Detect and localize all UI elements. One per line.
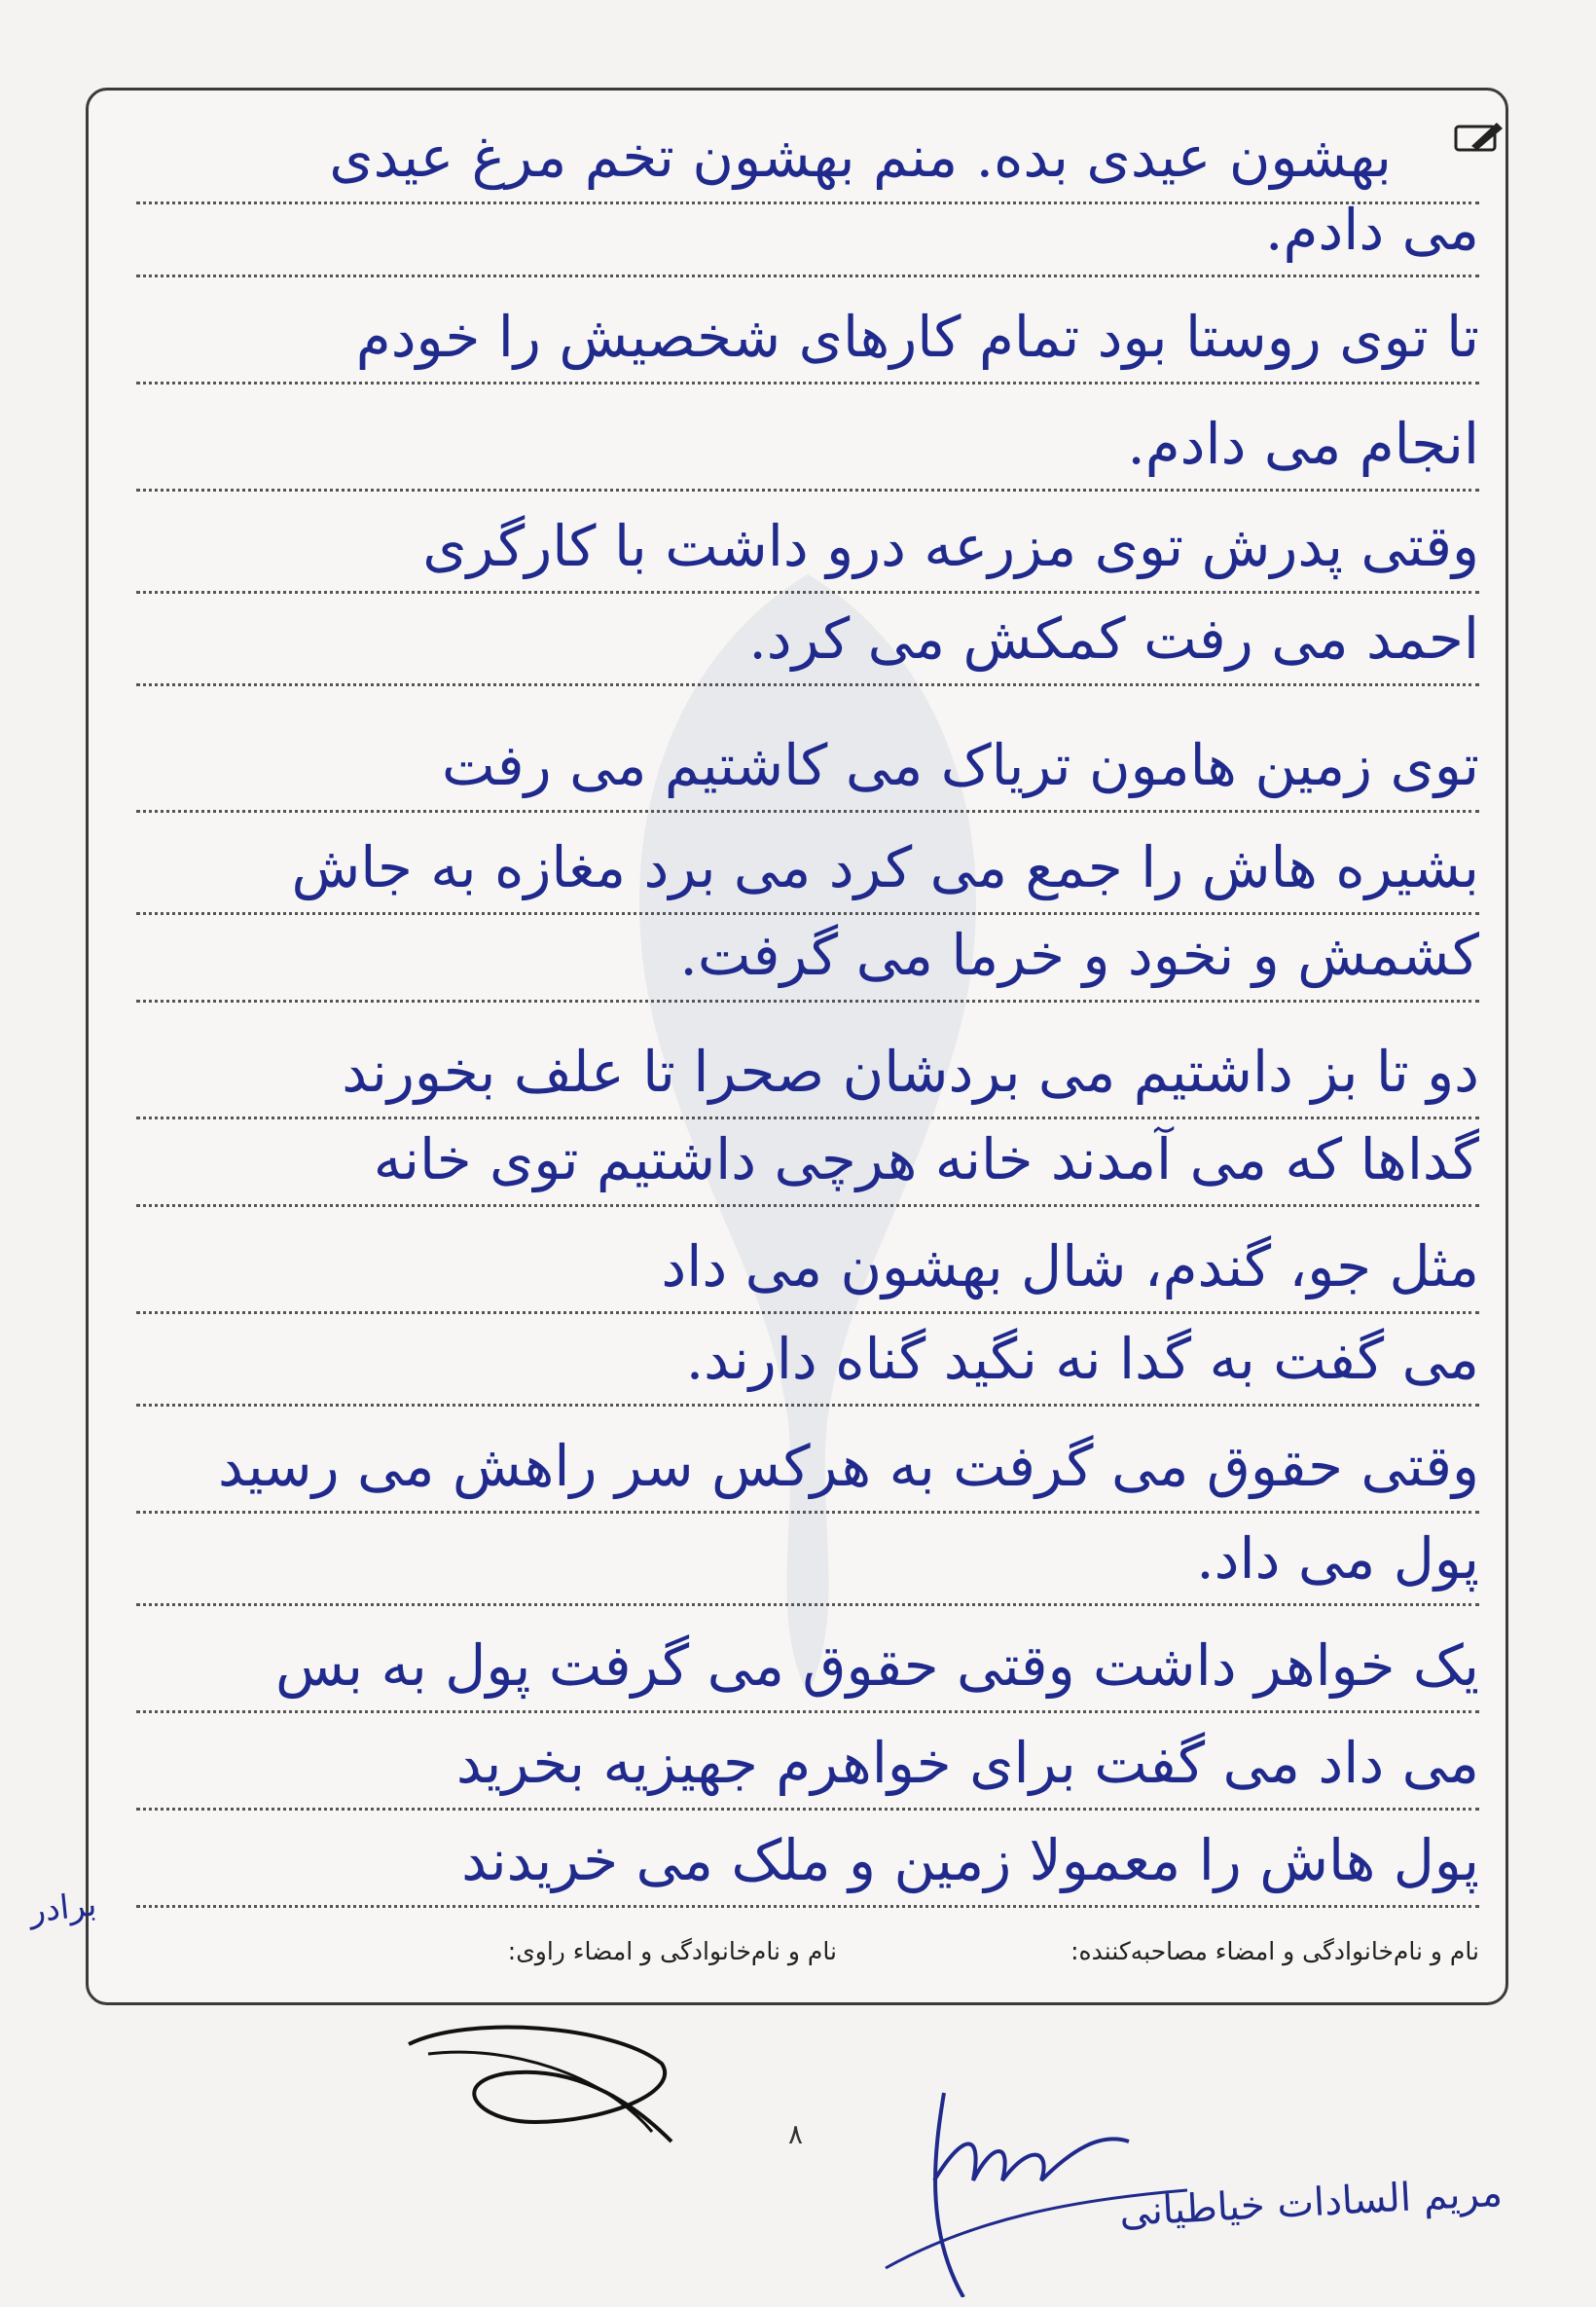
handwritten-line-2: می دادم. xyxy=(1265,197,1479,263)
narrator-signature xyxy=(389,2005,701,2161)
dotted-rule xyxy=(136,489,1479,492)
narrator-label: نام و نام‌خانوادگی و امضاء راوی: xyxy=(507,1937,837,1965)
handwritten-line-11: گداها که می آمدند خانه هرچی داشتیم توی خانه xyxy=(373,1126,1479,1192)
dotted-rule xyxy=(136,810,1479,813)
interviewer-signature xyxy=(876,2073,1197,2297)
page-number: ۸ xyxy=(788,2118,804,2150)
dotted-rule xyxy=(136,1000,1479,1003)
handwritten-line-18: پول هاش را معمولا زمین و ملک می خریدند xyxy=(461,1827,1479,1893)
text-line xyxy=(136,818,1479,915)
text-line xyxy=(136,496,1479,594)
text-line xyxy=(136,715,1479,813)
text-line xyxy=(136,1022,1479,1119)
handwritten-line-4: انجام می دادم. xyxy=(1127,411,1479,477)
text-line xyxy=(136,1509,1479,1606)
handwritten-line-1: بهشون عیدی بده. منم بهشون تخم مرغ عیدی xyxy=(329,124,1392,190)
handwritten-line-13: می گفت به گدا نه نگید گناه دارند. xyxy=(685,1326,1479,1392)
text-line xyxy=(136,1811,1479,1908)
text-line xyxy=(136,1713,1479,1811)
signature-labels xyxy=(117,1937,1479,1986)
text-line xyxy=(136,394,1479,492)
text-line xyxy=(136,905,1479,1003)
dotted-rule xyxy=(136,1603,1479,1606)
dotted-rule xyxy=(136,1905,1479,1908)
handwritten-line-16: یک خواهر داشت وقتی حقوق می گرفت پول به بس xyxy=(274,1632,1479,1699)
text-line xyxy=(136,1309,1479,1407)
text-line xyxy=(136,287,1479,384)
handwritten-line-9: کشمش و نخود و خرما می گرفت. xyxy=(679,922,1479,988)
handwritten-line-6: احمد می رفت کمکش می کرد. xyxy=(748,605,1479,672)
handwritten-line-15: پول می داد. xyxy=(1196,1525,1479,1592)
handwritten-line-7: توی زمین هامون تریاک می کاشتیم می رفت xyxy=(441,732,1479,798)
handwritten-name: مریم السادات خیاطیانی xyxy=(1118,2170,1504,2236)
text-line xyxy=(136,1217,1479,1314)
handwritten-line-3: تا توی روستا بود تمام کارهای شخصیش را خودم xyxy=(355,304,1479,370)
handwritten-line-8: بشیره هاش را جمع می کرد می برد مغازه به جاش xyxy=(291,834,1479,900)
dotted-rule xyxy=(136,1404,1479,1407)
dotted-rule xyxy=(136,382,1479,384)
text-line xyxy=(136,180,1479,277)
dotted-rule xyxy=(136,275,1479,277)
handwritten-line-14: وقتی حقوق می گرفت به هرکس سر راهش می رسید xyxy=(218,1433,1479,1499)
handwritten-line-5: وقتی پدرش توی مزرعه درو داشت با کارگری xyxy=(422,513,1479,579)
dotted-rule xyxy=(136,683,1479,686)
text-line xyxy=(136,1616,1479,1713)
dotted-rule xyxy=(136,1204,1479,1207)
margin-note: برادر xyxy=(27,1885,99,1931)
text-line xyxy=(136,1110,1479,1207)
text-line xyxy=(136,589,1479,686)
handwritten-line-17: می داد می گفت برای خواهرم جهیزیه بخرید xyxy=(455,1730,1479,1796)
handwritten-line-12: مثل جو، گندم، شال بهشون می داد xyxy=(661,1233,1479,1300)
text-line xyxy=(136,1416,1479,1514)
interviewer-label: نام و نام‌خانوادگی و امضاء مصاحبه‌کننده: xyxy=(1070,1937,1479,1965)
handwritten-line-10: دو تا بز داشتیم می بردشان صحرا تا علف بخورند xyxy=(342,1039,1479,1105)
